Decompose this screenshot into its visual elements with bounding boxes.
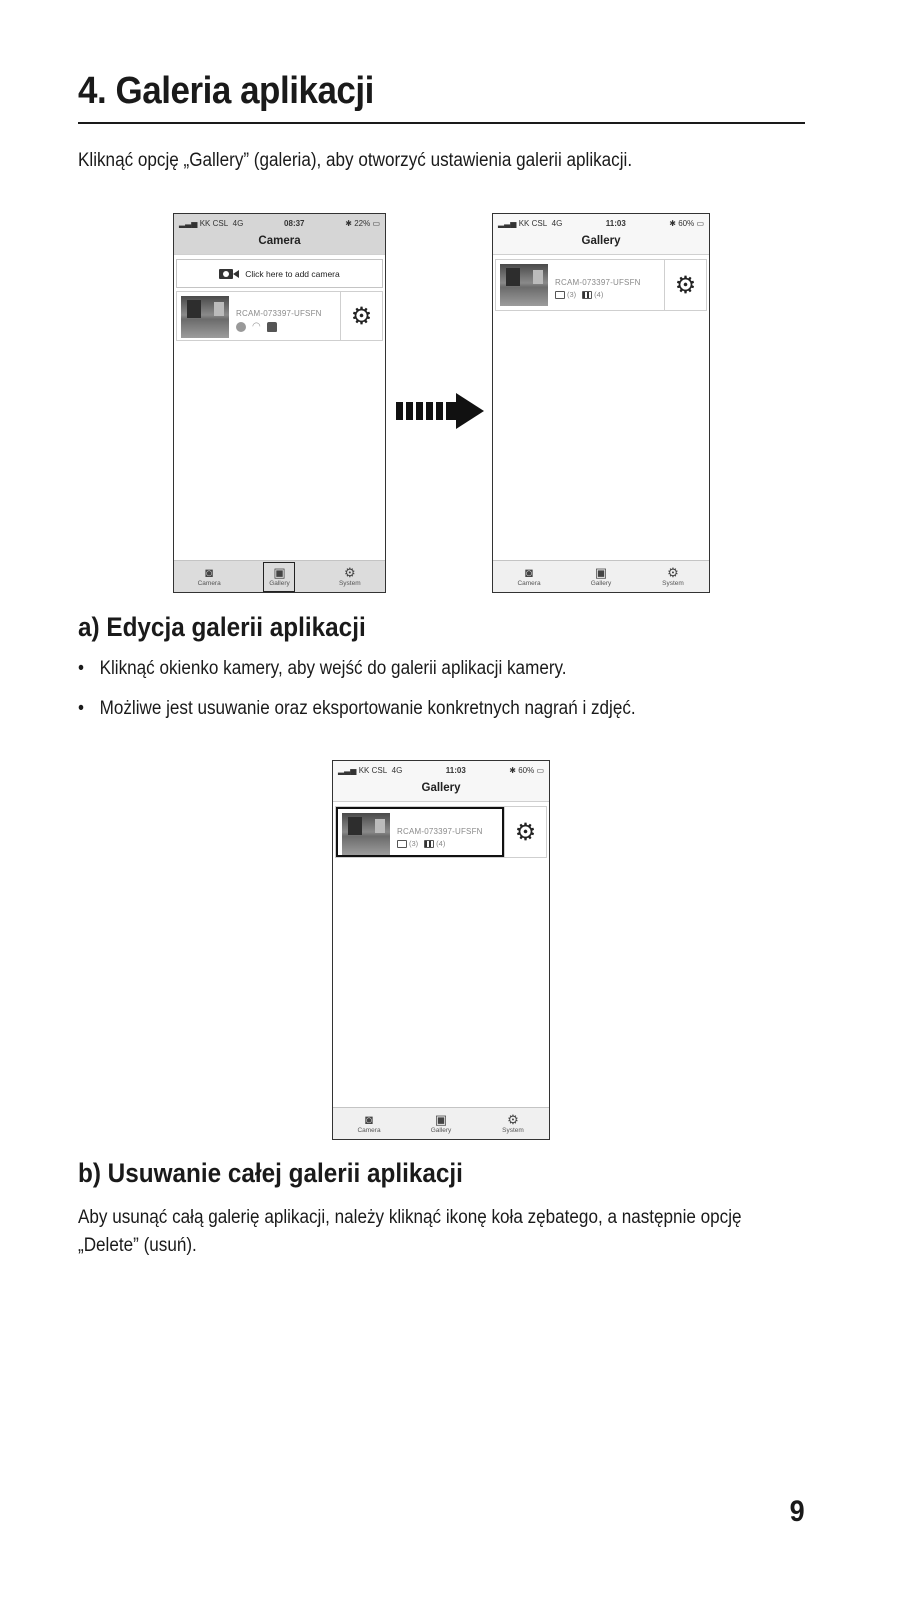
gear-icon[interactable]: ⚙ xyxy=(664,260,706,310)
tab-camera[interactable] xyxy=(353,1109,385,1139)
carrier-label: KK CSL xyxy=(518,218,548,228)
tab-camera[interactable] xyxy=(193,562,225,592)
tab-label: Camera xyxy=(357,1127,381,1134)
tab-label: Gallery xyxy=(269,580,290,587)
tab-system[interactable] xyxy=(497,1109,529,1139)
gallery-topbar xyxy=(333,761,549,802)
screen-title: Gallery xyxy=(421,782,461,794)
tab-label: System xyxy=(502,1127,524,1134)
battery-label: ✱ 22% xyxy=(345,218,371,228)
bullet-text: Kliknąć okienko kamery, aby wejść do galerii aplikacji kamery. xyxy=(99,658,567,679)
screen-title: Gallery xyxy=(581,235,621,247)
phone-gallery-screen xyxy=(492,213,710,593)
settings-icon: ⚙ xyxy=(343,565,356,580)
network-label: 4G xyxy=(391,765,403,775)
gallery-camera-item[interactable] xyxy=(335,806,547,858)
tab-label: Camera xyxy=(517,580,541,587)
section-a-heading: a) Edycja galerii aplikacji xyxy=(78,612,366,642)
signal-icon: ▂▃▅ xyxy=(179,218,198,228)
video-camera-icon xyxy=(219,269,239,279)
status-time: 08:37 xyxy=(284,218,305,228)
camera-thumbnail xyxy=(500,264,548,306)
battery-label: ✱ 60% xyxy=(669,218,695,228)
add-camera-button[interactable] xyxy=(176,259,383,288)
status-dot-icon xyxy=(236,322,246,332)
photo-count: (3) xyxy=(567,290,577,299)
video-icon xyxy=(582,291,592,299)
video-icon xyxy=(424,840,434,848)
tab-gallery[interactable] xyxy=(585,562,617,592)
title-divider xyxy=(78,122,805,124)
camera-name: RCAM-073397-UFSFN xyxy=(236,309,322,318)
tab-system[interactable] xyxy=(334,562,366,592)
tab-label: System xyxy=(662,580,684,587)
bullet-text: Możliwe jest usuwanie oraz eksportowanie konkretnych nagrań i zdjęć. xyxy=(99,698,636,719)
tab-camera[interactable] xyxy=(513,562,545,592)
gallery-icon: ▣ xyxy=(434,1112,448,1127)
carrier-label: KK CSL xyxy=(199,218,229,228)
video-count: (4) xyxy=(594,290,604,299)
tab-label: Camera xyxy=(197,580,221,587)
gallery-icon: ▣ xyxy=(273,565,286,580)
lock-icon xyxy=(267,322,277,332)
camera-thumbnail xyxy=(342,813,390,855)
network-label: 4G xyxy=(232,218,244,228)
photo-icon xyxy=(555,291,565,299)
status-time: 11:03 xyxy=(605,218,626,228)
camera-icon: ◙ xyxy=(365,1112,373,1127)
status-bar xyxy=(333,761,549,779)
carrier-label: KK CSL xyxy=(358,765,388,775)
arrow-right-icon xyxy=(396,393,486,429)
wifi-icon: ◠ xyxy=(252,321,261,332)
section-b-text: Aby usunąć całą galerię aplikacji, należy kliknąć ikonę koła zębatego, a następnie opcję „Delete” (usuń). xyxy=(78,1207,742,1256)
page-title: 4. Galeria aplikacji xyxy=(78,70,374,112)
battery-icon: ▭ xyxy=(536,765,544,775)
gear-icon[interactable]: ⚙ xyxy=(340,292,382,340)
network-label: 4G xyxy=(551,218,563,228)
battery-label: ✱ 60% xyxy=(509,765,535,775)
camera-name: RCAM-073397-UFSFN xyxy=(397,827,483,836)
tab-bar xyxy=(493,560,709,592)
tab-label: System xyxy=(338,580,361,587)
tab-bar xyxy=(174,560,385,592)
signal-icon: ▂▃▅ xyxy=(338,765,357,775)
page-number: 9 xyxy=(789,1495,805,1528)
tab-gallery[interactable] xyxy=(425,1109,457,1139)
battery-icon: ▭ xyxy=(696,218,704,228)
tab-label: Gallery xyxy=(430,1127,452,1134)
battery-icon: ▭ xyxy=(372,218,380,228)
add-camera-label: Click here to add camera xyxy=(245,268,340,279)
status-bar xyxy=(493,214,709,232)
bullet-item: • Kliknąć okienko kamery, aby wejść do galerii aplikacji kamery. xyxy=(78,658,567,679)
camera-name: RCAM-073397-UFSFN xyxy=(555,278,641,287)
tab-system[interactable] xyxy=(657,562,689,592)
status-time: 11:03 xyxy=(445,765,466,775)
camera-icon: ◙ xyxy=(525,565,533,580)
bullet-item: • Możliwe jest usuwanie oraz eksportowanie konkretnych nagrań i zdjęć. xyxy=(78,698,636,719)
settings-icon: ⚙ xyxy=(667,565,679,580)
status-bar xyxy=(174,214,385,232)
phone-gallery-selected-screen xyxy=(332,760,550,1140)
gallery-topbar xyxy=(493,214,709,255)
photo-count: (3) xyxy=(409,839,419,848)
phone-camera-screen xyxy=(173,213,386,593)
video-count: (4) xyxy=(436,839,446,848)
signal-icon: ▂▃▅ xyxy=(498,218,517,228)
camera-thumbnail xyxy=(181,296,229,338)
settings-icon: ⚙ xyxy=(507,1112,519,1127)
camera-list-item[interactable] xyxy=(176,291,383,341)
screen-title: Camera xyxy=(258,235,301,247)
tab-gallery[interactable] xyxy=(263,562,295,592)
gallery-icon: ▣ xyxy=(594,565,608,580)
section-b-heading: b) Usuwanie całej galerii aplikacji xyxy=(78,1158,463,1188)
gallery-camera-item[interactable] xyxy=(495,259,707,311)
photo-icon xyxy=(397,840,407,848)
tab-label: Gallery xyxy=(590,580,612,587)
tab-bar xyxy=(333,1107,549,1139)
intro-text: Kliknąć opcję „Gallery” (galeria), aby otworzyć ustawienia galerii aplikacji. xyxy=(78,150,633,171)
gear-icon[interactable]: ⚙ xyxy=(504,807,546,857)
camera-icon: ◙ xyxy=(205,565,214,580)
camera-topbar xyxy=(174,214,385,255)
